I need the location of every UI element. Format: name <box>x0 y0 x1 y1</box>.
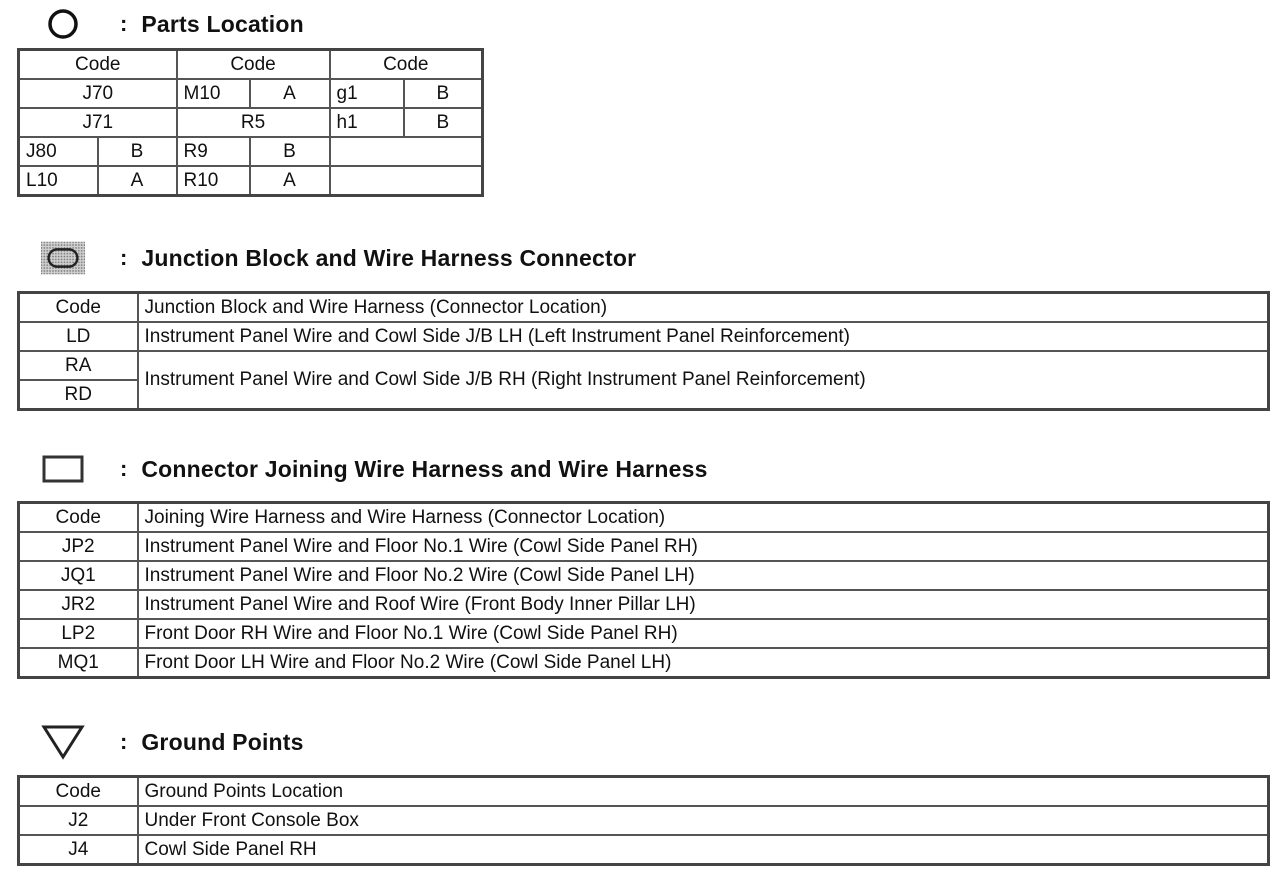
circle-icon <box>40 6 86 42</box>
table-row <box>19 137 483 166</box>
code-cell: LP2 <box>19 619 138 648</box>
heading-colon: : <box>120 245 128 270</box>
code-cell: R10 <box>177 166 250 196</box>
header-desc-cell: Junction Block and Wire Harness (Connector Location) <box>138 293 1269 323</box>
table-row <box>19 351 1269 380</box>
desc-cell: Front Door RH Wire and Floor No.1 Wire (Cowl Side Panel RH) <box>138 619 1269 648</box>
code-cell: RD <box>19 380 138 410</box>
header-code-cell: Code <box>19 503 138 533</box>
section-title: Parts Location <box>141 10 304 37</box>
code-cell: R5 <box>177 108 330 137</box>
table-header-row <box>19 50 483 80</box>
header-desc-cell: Ground Points Location <box>138 777 1269 807</box>
junction-block-heading <box>40 240 636 276</box>
table-row <box>19 166 483 196</box>
table-header-row <box>19 777 1269 807</box>
code-cell: J70 <box>19 79 177 108</box>
code-cell: JP2 <box>19 532 138 561</box>
triangle-down-icon <box>40 724 86 760</box>
code-cell: J4 <box>19 835 138 865</box>
rounded-rectangle-icon <box>40 240 86 276</box>
table-row <box>19 108 483 137</box>
desc-cell: Cowl Side Panel RH <box>138 835 1269 865</box>
connector-joining-table <box>17 501 1270 679</box>
table-row <box>19 590 1269 619</box>
empty-cell <box>330 137 483 166</box>
section-title: Connector Joining Wire Harness and Wire Harness <box>141 455 708 482</box>
location-cell: B <box>98 137 177 166</box>
table-row <box>19 322 1269 351</box>
table-row <box>19 532 1269 561</box>
code-cell: M10 <box>177 79 250 108</box>
code-cell: g1 <box>330 79 404 108</box>
code-cell: J2 <box>19 806 138 835</box>
desc-cell: Instrument Panel Wire and Floor No.1 Wire (Cowl Side Panel RH) <box>138 532 1269 561</box>
ground-points-heading <box>40 724 304 760</box>
section-title: Ground Points <box>141 728 304 755</box>
code-cell: LD <box>19 322 138 351</box>
square-icon <box>40 451 86 487</box>
header-cell: Code <box>177 50 330 80</box>
desc-cell: Instrument Panel Wire and Roof Wire (Front Body Inner Pillar LH) <box>138 590 1269 619</box>
location-cell: B <box>250 137 330 166</box>
heading-colon: : <box>120 11 128 36</box>
empty-cell <box>330 166 483 196</box>
header-cell: Code <box>330 50 483 80</box>
header-code-cell: Code <box>19 293 138 323</box>
header-cell: Code <box>19 50 177 80</box>
table-row <box>19 561 1269 590</box>
code-cell: h1 <box>330 108 404 137</box>
heading-colon: : <box>120 456 128 481</box>
code-cell: J71 <box>19 108 177 137</box>
ground-points-table <box>17 775 1270 866</box>
table-row <box>19 806 1269 835</box>
code-cell: J80 <box>19 137 98 166</box>
junction-block-table <box>17 291 1270 411</box>
desc-cell: Front Door LH Wire and Floor No.2 Wire (Cowl Side Panel LH) <box>138 648 1269 678</box>
table-header-row <box>19 293 1269 323</box>
heading-colon: : <box>120 729 128 754</box>
location-cell: A <box>250 79 330 108</box>
desc-cell: Instrument Panel Wire and Cowl Side J/B LH (Left Instrument Panel Reinforcement) <box>138 322 1269 351</box>
header-code-cell: Code <box>19 777 138 807</box>
desc-cell: Instrument Panel Wire and Floor No.2 Wire (Cowl Side Panel LH) <box>138 561 1269 590</box>
code-cell: JQ1 <box>19 561 138 590</box>
table-header-row <box>19 503 1269 533</box>
location-cell: B <box>404 108 483 137</box>
code-cell: MQ1 <box>19 648 138 678</box>
code-cell: RA <box>19 351 138 380</box>
table-row <box>19 835 1269 865</box>
table-row <box>19 648 1269 678</box>
code-cell: JR2 <box>19 590 138 619</box>
location-cell: A <box>250 166 330 196</box>
desc-cell: Instrument Panel Wire and Cowl Side J/B RH (Right Instrument Panel Reinforcement) <box>138 351 1269 410</box>
connector-joining-heading <box>40 451 708 487</box>
table-row <box>19 79 483 108</box>
section-title: Junction Block and Wire Harness Connector <box>141 244 637 271</box>
code-cell: R9 <box>177 137 250 166</box>
table-row <box>19 619 1269 648</box>
location-cell: B <box>404 79 483 108</box>
code-cell: L10 <box>19 166 98 196</box>
header-desc-cell: Joining Wire Harness and Wire Harness (Connector Location) <box>138 503 1269 533</box>
parts-location-heading <box>40 6 304 42</box>
location-cell: A <box>98 166 177 196</box>
parts-location-table <box>17 48 484 197</box>
desc-cell: Under Front Console Box <box>138 806 1269 835</box>
